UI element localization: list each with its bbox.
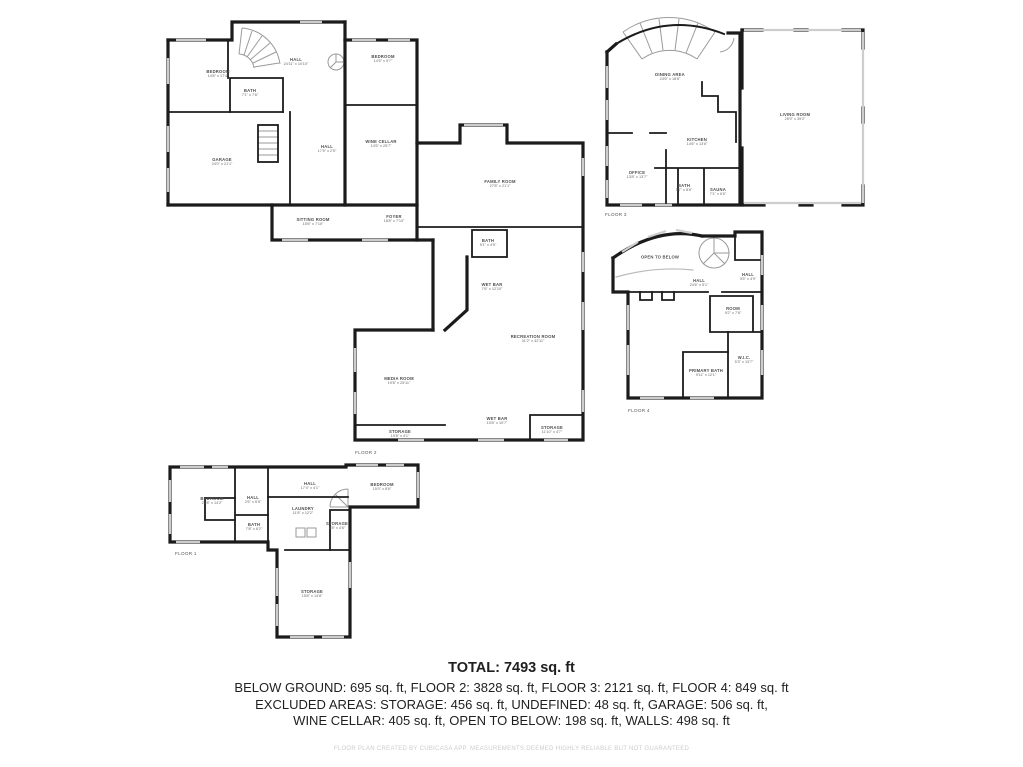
area-summary: [0, 660, 1023, 752]
room-label: SAUNA 7'1" x 6'6": [709, 187, 727, 197]
spiral-staircase-icon: [328, 54, 344, 70]
room-label: STORAGE 15'8" x 14'8": [300, 589, 324, 599]
room-label: STORAGE 11'10" x 4'7": [540, 425, 564, 435]
floor-label: FLOOR 2: [355, 450, 377, 455]
floor-label: FLOOR 4: [628, 408, 650, 413]
room-label: HALL 24'6" x 5'1": [689, 278, 709, 288]
room-label: W.I.C. 5'3" x 13'7": [734, 355, 754, 365]
room-label: OFFICE 13'8" x 13'7": [626, 170, 648, 180]
floor4-plan-drawing: [605, 225, 775, 415]
floor-areas-text: BELOW GROUND: 695 sq. ft, FLOOR 2: 3828 sq. ft, FLOOR 3: 2121 sq. ft, FLOOR 4: 849 sq. ft: [234, 680, 789, 695]
room-label: STORAGE 5'8" x 4'6": [325, 521, 349, 531]
floor1-plan-drawing: [165, 460, 425, 645]
room-label: HALL 17'5" x 2'5": [317, 144, 337, 154]
room-label: BATH 5'1" x 4'5": [479, 238, 497, 248]
floor4-outer-walls: [613, 232, 762, 398]
room-label: BEDROOM 20'8" x 14'2": [200, 496, 224, 506]
room-label: WET BAR 10'8" x 10'7": [486, 416, 508, 426]
total-area-text: TOTAL: 7493 sq. ft: [448, 660, 575, 676]
floor3-outer-walls: [607, 25, 863, 205]
floor1-interior-walls: [205, 467, 348, 550]
room-label: BEDROOM 15'0" x 8'6": [370, 482, 394, 492]
floor-label: FLOOR 3: [605, 212, 627, 217]
room-label: HALL 2'6" x 6'5": [244, 495, 262, 505]
room-label: BEDROOM 14'5" x 9'7": [371, 54, 395, 64]
room-label: WINE CELLAR 14'5" x 25'7": [365, 139, 397, 149]
room-label: STORAGE 19'8" x 4'1": [388, 429, 412, 439]
room-label: FOYER 18'8" x 7'10": [383, 214, 405, 224]
room-label: MEDIA ROOM 19'8" x 25'11": [384, 376, 414, 386]
room-label: LIVING ROOM 25'9" x 39'2": [779, 112, 811, 122]
room-label: GARAGE 24'0" x 21'1": [211, 157, 233, 167]
room-label: WET BAR 7'6" x 12'10": [481, 282, 503, 292]
room-label: ROOM 9'2" x 7'6": [724, 306, 742, 316]
floor3-plan-drawing: [600, 15, 870, 220]
floor2-plan-drawing: [160, 12, 605, 462]
floor4-windows: [622, 230, 762, 398]
room-label: BATH 5'7" x 8'6": [675, 183, 693, 193]
room-label: RECREATION ROOM 31'2" x 42'11": [510, 334, 556, 344]
room-label: SITTING ROOM 15'6" x 7'10": [296, 217, 330, 227]
floor-label: FLOOR 1: [175, 551, 197, 556]
spiral-staircase-icon: [699, 238, 729, 268]
floor1-windows: [170, 465, 418, 637]
room-label: FAMILY ROOM 27'8" x 21'1": [484, 179, 516, 189]
excluded-areas-text-2: WINE CELLAR: 405 sq. ft, OPEN TO BELOW: 198 sq. ft, WALLS: 498 sq. ft: [293, 713, 730, 728]
room-label: DINING AREA 24'6" x 18'6": [655, 72, 685, 82]
room-label: BATH 7'1" x 7'6": [241, 88, 259, 98]
disclaimer-text: FLOOR PLAN CREATED BY CUBICASA APP. MEASUREMENTS DEEMED HIGHLY RELIABLE BUT NOT GUARANTEED: [333, 745, 690, 752]
excluded-areas-text: EXCLUDED AREAS: STORAGE: 456 sq. ft, UNDEFINED: 48 sq. ft, GARAGE: 506 sq. ft,: [255, 696, 768, 712]
straight-staircase-icon: [258, 131, 278, 155]
room-label: HALL 17'4" x 4'1": [300, 481, 320, 491]
room-label: KITCHEN 14'6" x 13'6": [686, 137, 708, 147]
room-label: OPEN TO BELOW: [640, 254, 680, 260]
floor1-outer-walls: [170, 465, 418, 637]
curved-staircase-icon: [239, 28, 280, 68]
room-label: BEDROOM 14'8" x 17'4": [206, 69, 230, 79]
room-label: PRIMARY BATH 9'11" x 12'1": [689, 368, 723, 378]
room-label: HALL 24'11" x 10'10": [283, 57, 309, 67]
curved-staircase-icon: [330, 489, 348, 507]
room-label: BATH 7'8" x 6'2": [245, 522, 263, 532]
floor4-interior-walls: [616, 236, 762, 398]
curved-staircase-icon: [623, 17, 734, 59]
room-label: HALL 3'5" x 4'9": [739, 272, 757, 282]
floor3-interior-walls: [607, 82, 740, 205]
room-label: LAUNDRY 11'8" x 12'2": [292, 506, 314, 516]
